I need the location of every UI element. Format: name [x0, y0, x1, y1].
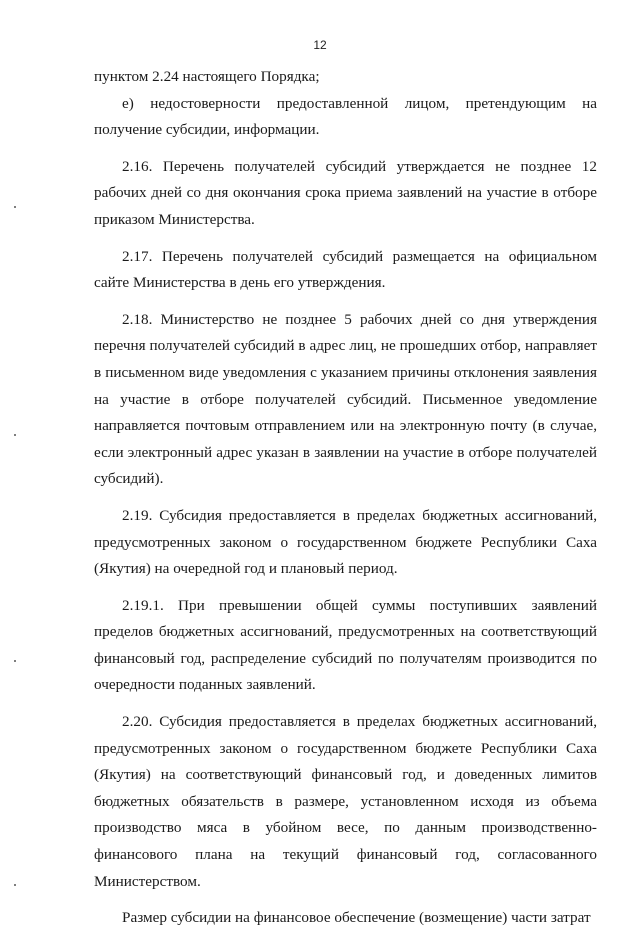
scan-speck — [14, 660, 16, 662]
paragraph-continuation: пунктом 2.24 настоящего Порядка; — [94, 68, 320, 85]
paragraph-2-20: 2.20. Субсидия предоставляется в пределах бюджетных ассигнований, предусмотренных законом о государственном бюджете Республики Саха (Якутия) на соответствующий финансовый год, и доведенных лимитов бюджетных обязательств в размере, установленном исходя из объема производство мяса в убойном весе, по данным производственно-финансового плана на текущий финансовый год, согласованного Министерством. — [94, 713, 597, 890]
scan-speck — [14, 206, 16, 208]
paragraph-subsidy-size: Размер субсидии на финансовое обеспечение (возмещение) части затрат — [122, 909, 591, 927]
paragraph-2-18: 2.18. Министерство не позднее 5 рабочих дней со дня утверждения перечня получателей субсидий в адрес лиц, не прошедших отбор, направляет в письменном виде уведомления с указанием причины отклонения заявления на участие в отборе получателей субсидий. Письменное уведомление направляется почтовым отправлением или на электронную почту (в случае, если электронный адрес указан в заявлении на участие в отборе получателей субсидий). — [94, 310, 597, 488]
paragraph-2-19: 2.19. Субсидия предоставляется в пределах бюджетных ассигнований, предусмотренных законом о государственном бюджете Республики Саха (Якутия) на очередной год и плановый период. — [94, 506, 597, 578]
paragraph-2-19-1: 2.19.1. При превышении общей суммы поступивших заявлений пределов бюджетных ассигнований, предусмотренных на соответствующий финансовый год, распределение субсидий по получателям производится по очередности поданных заявлений. — [94, 596, 597, 694]
paragraph-item-e: е) недостоверности предоставленной лицом, претендующим на получение субсидии, информации. — [94, 94, 597, 139]
scan-speck — [14, 434, 16, 436]
paragraph-2-17: 2.17. Перечень получателей субсидий размещается на официальном сайте Министерства в день его утверждения. — [94, 247, 597, 292]
document-body — [94, 64, 597, 932]
scan-speck — [14, 884, 16, 886]
paragraph-2-16: 2.16. Перечень получателей субсидий утверждается не позднее 12 рабочих дней со дня окончания срока приема заявлений на участие в отборе приказом Министерства. — [94, 157, 597, 228]
page-number: 12 — [313, 38, 327, 52]
